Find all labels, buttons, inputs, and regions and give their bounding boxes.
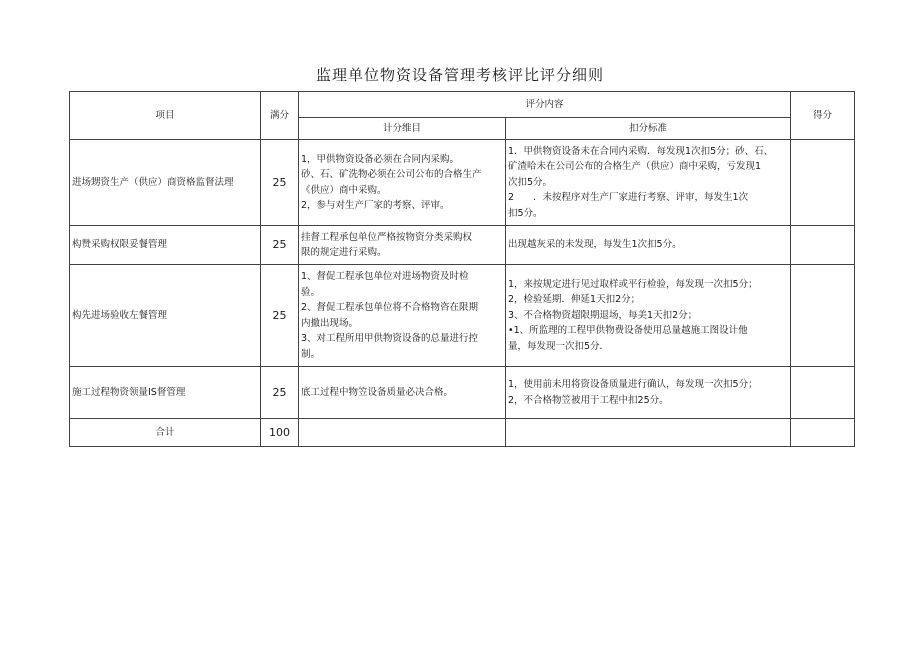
total-full-score: 100 [261,419,299,447]
deduction-line: 1，来按规定进行见过取样或平行检验，每发现一次扣5分； [508,278,758,290]
table-row [70,265,855,367]
total-dimension [299,419,506,447]
row-item: 构赞采购权限妥餐管理 [70,226,261,265]
total-label: 合计 [70,419,261,447]
table-row [70,140,855,226]
deduction-line: 次扣5分。 [508,176,553,188]
header-item: 项目 [70,92,261,140]
dimension-line: 底工过程中物笠设备质量必决合格。 [301,386,454,398]
row-score [791,140,855,226]
dimension-line: 制。 [301,348,321,360]
deduction-line: 2，不合格物笠被用于工程中扣25分。 [508,394,669,406]
row-dimension [299,226,506,265]
deduction-line: 2 ．未按程序对生产厂家进行考察、评审，每发生1次 [508,192,749,204]
dimension-line: 内撤出现场。 [301,317,359,329]
header-full-score: 满分 [261,92,299,140]
deduction-line: •1、所监理的工程甲供物费设备使用总量越施工图设计他 [508,325,748,337]
dimension-line: 限的规定进行采购。 [301,247,387,258]
dimension-line: 验。 [301,286,321,298]
row-deduction [506,140,791,226]
table-row [70,367,855,419]
dimension-line: 2，参与对生产厂家的考察、评审。 [301,200,450,211]
row-item: 施工过程物资领量IS督管理 [70,367,261,419]
dimension-line: 1，甲供物资设备必须在合同内采购。 [301,153,460,165]
row-item: 进场甥资生产（供应）商资格监督法理 [70,140,261,226]
row-score [791,367,855,419]
row-full-score: 25 [261,140,299,226]
deduction-line: 2，检验延期．伸延1天扣2分； [508,294,641,306]
total-score [791,419,855,447]
dimension-line: 挂督工程承包单位严格按物资分类采购权 [301,231,473,243]
deduction-line: 量，每发现一次扣5分． [508,340,610,352]
dimension-line: 3、对工程所用甲供物资设备的总量进行控 [301,333,479,344]
header-deduction: 扣分标准 [506,118,791,140]
row-deduction [506,265,791,367]
row-dimension [299,367,506,419]
header-content: 评分内容 [299,92,791,118]
deduction-line: 1．甲供物资设备未在合同内采购．每发现1次扣5分；砂、石、 [508,145,774,157]
header-row-top [70,92,855,118]
row-full-score: 25 [261,367,299,419]
table-row [70,226,855,265]
row-score [791,265,855,367]
row-deduction [506,367,791,419]
deduction-line: 矿渣哈未在公司公布的合格生产（供应）商中采购，亏发现1 [508,161,762,173]
dimension-line: 砂、石、矿洗物必须在公司公布的合格生产 [301,169,482,180]
deduction-line: 出现越灰采的未发现，每发生1次扣5分。 [508,239,682,251]
row-dimension [299,265,506,367]
page-title: 监理单位物资设备管理考核评比评分细则 [315,66,604,84]
dimension-line: 《供应）商中采购。 [301,184,387,196]
deduction-line: 3、不合格物资超限期退场，每美1天扣2分； [508,309,698,321]
row-score [791,226,855,265]
row-full-score: 25 [261,265,299,367]
row-item: 构先进场验收左餐管理 [70,265,261,367]
row-full-score: 25 [261,226,299,265]
total-row [70,419,855,447]
dimension-line: 1、督促工程承包单位对进场物资及时检 [301,271,469,282]
header-score: 得分 [791,92,855,140]
header-dimension: 计分维目 [299,118,506,140]
scoring-table [69,91,855,447]
deduction-line: 扣5分。 [508,207,543,219]
dimension-line: 2、督促工程承包单位将不合格物咨在限期 [301,302,479,313]
row-deduction [506,226,791,265]
row-dimension [299,140,506,226]
deduction-line: 1，使用前未用将资设备质量进行确认，每发现一次扣5分； [508,379,758,390]
total-deduction [506,419,791,447]
